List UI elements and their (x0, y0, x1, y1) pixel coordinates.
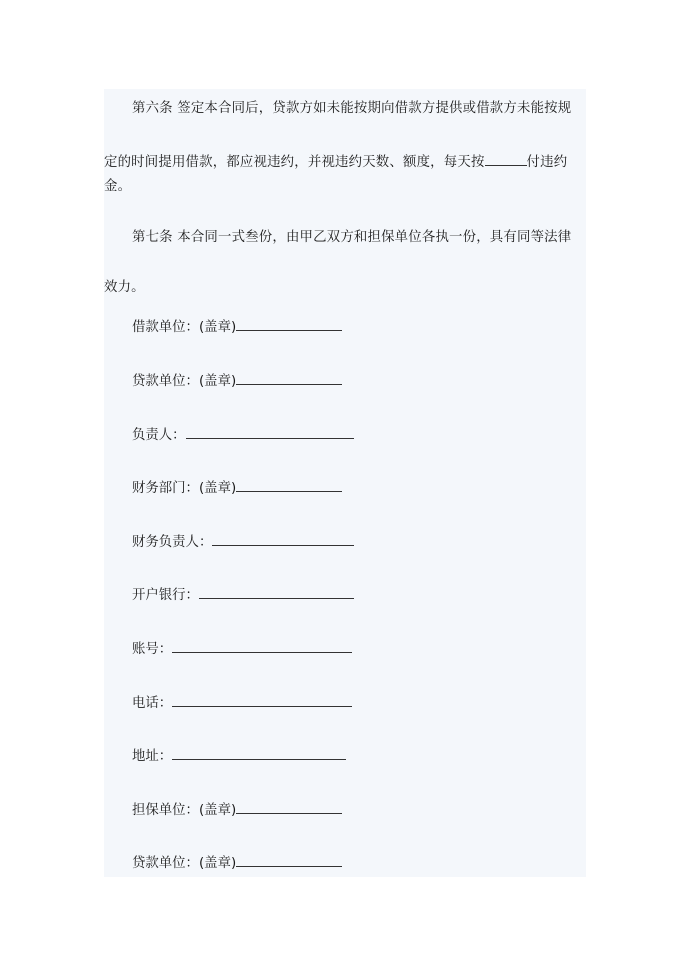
signature-blank (172, 747, 346, 760)
field-label: 负责人： (132, 428, 186, 443)
address-field (132, 747, 346, 766)
guarantor-signature-field (132, 801, 342, 820)
field-label: 账号： (132, 642, 173, 657)
article-6-line-2-tail: 付违约 (526, 155, 568, 170)
signature-blank (236, 318, 342, 331)
borrower-signature-field (132, 318, 342, 337)
field-label: 财务负责人： (132, 535, 213, 550)
lender-signature-field-2 (132, 854, 342, 873)
signature-blank (236, 854, 342, 867)
field-label: 财务部门：(盖章) (132, 481, 237, 496)
signature-blank (236, 479, 342, 492)
field-label: 电话： (132, 696, 173, 711)
signature-blank (172, 640, 352, 653)
finance-dept-field (132, 479, 342, 498)
signature-blank (186, 426, 354, 439)
field-label: 贷款单位：(盖章) (132, 374, 237, 389)
field-label: 贷款单位：(盖章) (132, 856, 237, 871)
signature-blank (172, 694, 352, 707)
signature-blank (236, 801, 342, 814)
phone-field (132, 694, 352, 713)
signature-blank (199, 586, 354, 599)
field-label: 开户银行： (132, 588, 199, 603)
account-field (132, 640, 352, 659)
field-label: 借款单位：(盖章) (132, 320, 237, 335)
article-7-line-1: 第七条 本合同一式叁份，由甲乙双方和担保单位各执一份，具有同等法律 (132, 230, 572, 245)
finance-manager-field (132, 533, 354, 552)
penalty-rate-blank (485, 153, 527, 166)
signature-blank (236, 372, 342, 385)
field-label: 地址： (132, 749, 173, 764)
field-label: 担保单位：(盖章) (132, 803, 237, 818)
article-6-line-3: 金。 (104, 179, 132, 194)
article-6-line-1: 第六条 签定本合同后，贷款方如未能按期向借款方提供或借款方未能按规 (132, 101, 572, 116)
bank-field (132, 586, 354, 605)
responsible-person-field (132, 426, 354, 445)
signature-blank (212, 533, 354, 546)
article-6-line-2-text: 定的时间提用借款，都应视违约，并视违约天数、额度，每天按 (104, 155, 485, 170)
lender-signature-field (132, 372, 342, 391)
document-page (104, 89, 586, 877)
article-7-line-2: 效力。 (104, 280, 145, 295)
article-6-line-2 (104, 153, 567, 172)
